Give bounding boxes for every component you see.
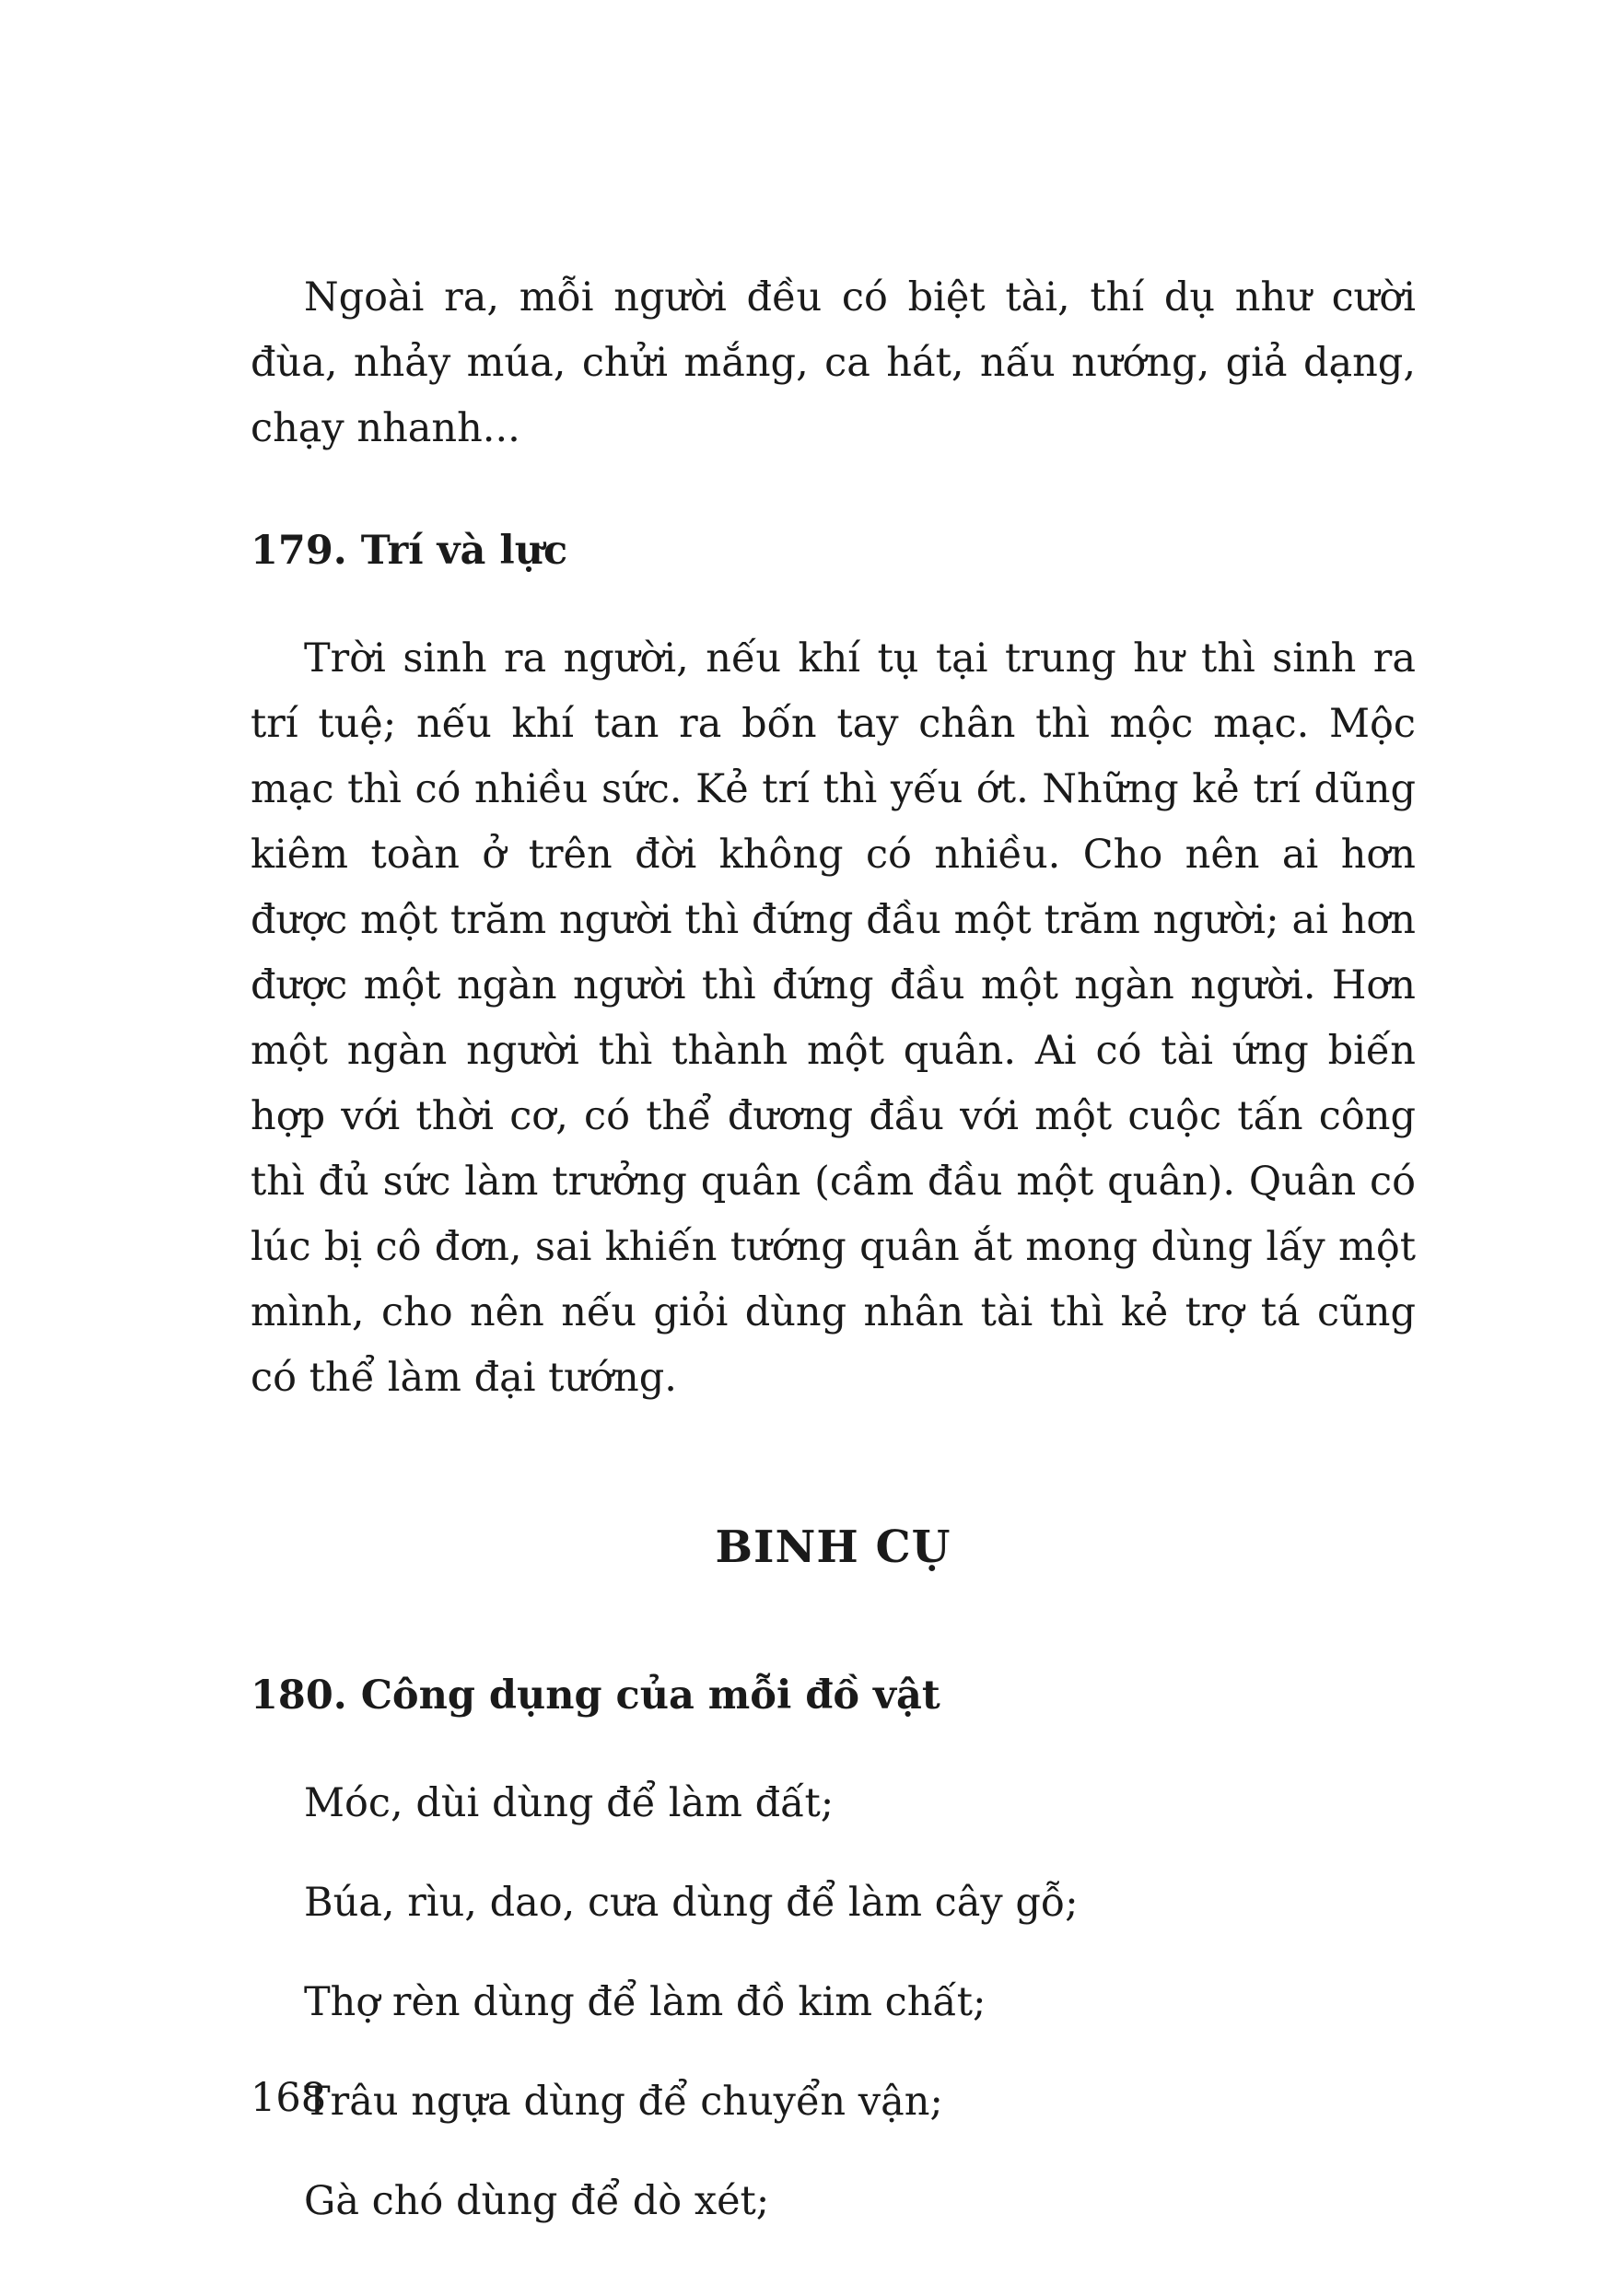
list-line: Trâu ngựa dùng để chuyển vận; [304, 2079, 943, 2125]
list-line: Thợ rèn dùng để làm đồ kim chất; [304, 1979, 986, 2025]
intro-paragraph: Ngoài ra, mỗi người đều có biệt tài, thí dụ như cười đùa, nhảy múa, chửi mắng, ca hát, nấu nướng, giả dạng, chạy nhanh... [251, 274, 1416, 451]
section-179-heading: 179. Trí và lực [251, 528, 568, 574]
chapter-heading: BINH CỤ [715, 1521, 951, 1573]
list-line: Gà chó dùng để dò xét; [304, 2178, 770, 2224]
section-180-list [251, 1771, 1416, 2234]
list-line: Búa, rìu, dao, cưa dùng để làm cây gỗ; [304, 1880, 1079, 1926]
list-line: Móc, dùi dùng để làm đất; [304, 1780, 835, 1826]
page-number: 168 [251, 2075, 327, 2121]
section-179-body: Trời sinh ra người, nếu khí tụ tại trung hư thì sinh ra trí tuệ; nếu khí tan ra bốn tay chân thì mộc mạc. Mộc mạc thì có nhiều sức. Kẻ trí thì yếu ớt. Những kẻ trí dũng kiêm toàn ở trên đời không có nhiều. Cho nên ai hơn được một trăm người thì đứng đầu một trăm người; ai hơn được một ngàn người thì đứng đầu một ngàn người. Hơn một ngàn người thì thành một quân. Ai có tài ứng biến hợp với thời cơ, có thể đương đầu với một cuộc tấn công thì đủ sức làm trưởng quân (cầm đầu một quân). Quân có lúc bị cô đơn, sai khiến tướng quân ắt mong dùng lấy một mình, cho nên nếu giỏi dùng nhân tài thì kẻ trợ tá cũng có thể làm đại tướng. [251, 635, 1416, 1401]
section-180-heading: 180. Công dụng của mỗi đồ vật [251, 1672, 940, 1719]
